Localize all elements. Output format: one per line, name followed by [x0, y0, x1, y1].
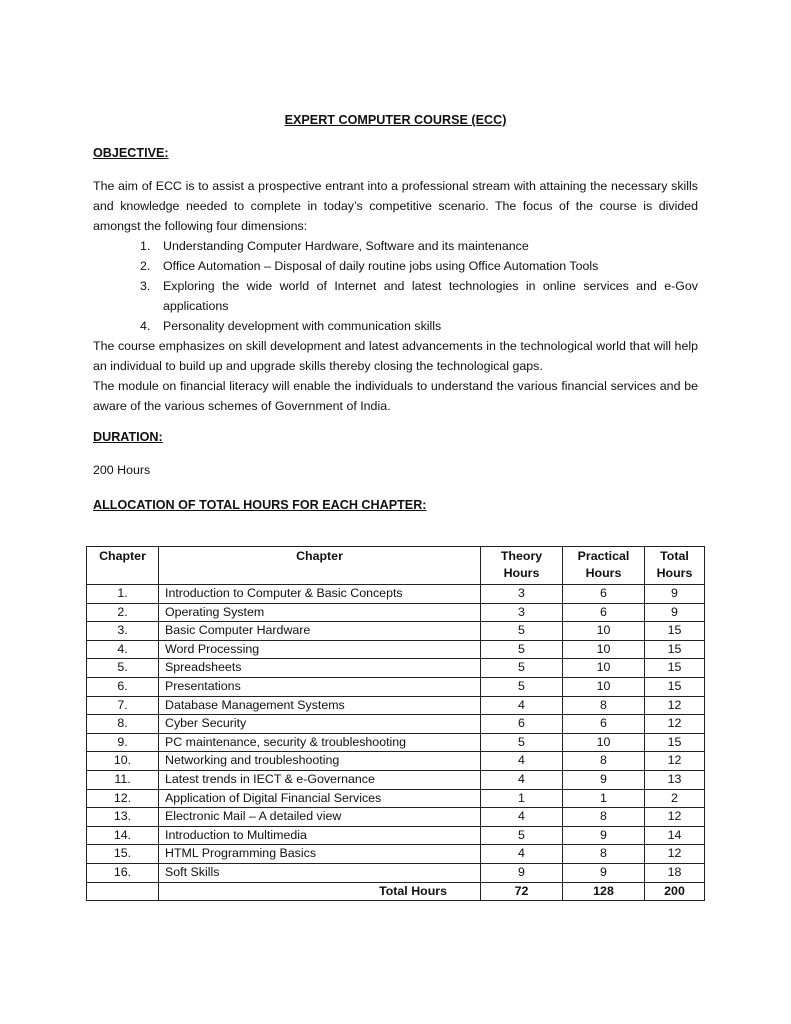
chapter-name-cell: Word Processing [159, 640, 481, 659]
table-row [87, 789, 705, 808]
objective-paragraph-2: The course emphasizes on skill development and latest advancements in the technological world that will help an individual to build up and upgrade skills thereby closing the technological gaps. [93, 339, 698, 373]
chapter-name-cell: Networking and troubleshooting [159, 752, 481, 771]
total-row-blank-cell [87, 882, 159, 901]
table-row [87, 622, 705, 641]
header-theory-hours: Theory Hours [481, 547, 563, 585]
chapter-name-cell: Latest trends in IECT & e-Governance [159, 770, 481, 789]
table-row [87, 826, 705, 845]
table-row [87, 696, 705, 715]
chapter-number-cell: 8. [87, 715, 159, 734]
chapter-name-cell: Introduction to Computer & Basic Concepts [159, 585, 481, 604]
total-hours-cell: 15 [645, 640, 705, 659]
chapter-number-cell: 2. [87, 603, 159, 622]
theory-hours-cell: 3 [481, 585, 563, 604]
practical-hours-cell: 6 [563, 603, 645, 622]
practical-hours-cell: 6 [563, 585, 645, 604]
chapter-number-cell: 13. [87, 808, 159, 827]
theory-hours-cell: 4 [481, 752, 563, 771]
total-hours-cell: 13 [645, 770, 705, 789]
duration-value: 200 Hours [93, 463, 151, 477]
table-row [87, 640, 705, 659]
chapter-number-cell: 7. [87, 696, 159, 715]
table-row [87, 863, 705, 882]
practical-hours-cell: 8 [563, 696, 645, 715]
practical-hours-cell: 8 [563, 752, 645, 771]
theory-hours-cell: 4 [481, 808, 563, 827]
theory-hours-cell: 5 [481, 677, 563, 696]
chapter-number-cell: 11. [87, 770, 159, 789]
objective-paragraph-3: The module on financial literacy will enable the individuals to understand the various financial services and be aware of the various schemes of Government of India. [93, 379, 698, 413]
total-hours-cell: 12 [645, 752, 705, 771]
theory-hours-cell: 4 [481, 770, 563, 789]
header-total-hours: Total Hours [645, 547, 705, 585]
header-chapter-number: Chapter [87, 547, 159, 585]
chapter-number-cell: 4. [87, 640, 159, 659]
chapter-name-cell: Presentations [159, 677, 481, 696]
list-item: 4. Personality development with communication skills [140, 319, 442, 333]
chapter-name-cell: HTML Programming Basics [159, 845, 481, 864]
objective-intro: The aim of ECC is to assist a prospective entrant into a professional stream with attaining the necessary skills and knowledge needed to complete in today’s competitive scenario. The focus of the course is divided amongst the following four dimensions: [93, 179, 698, 233]
practical-hours-cell: 9 [563, 826, 645, 845]
allocation-heading: ALLOCATION OF TOTAL HOURS FOR EACH CHAPTER: [93, 498, 427, 512]
practical-hours-cell: 10 [563, 622, 645, 641]
list-item: 3. Exploring the wide world of Internet and latest technologies in online services and e-Gov applications [140, 279, 698, 313]
total-total-hours: 200 [645, 882, 705, 901]
header-chapter-name: Chapter [159, 547, 481, 585]
theory-hours-cell: 5 [481, 733, 563, 752]
theory-hours-cell: 9 [481, 863, 563, 882]
chapter-number-cell: 3. [87, 622, 159, 641]
header-practical-hours: Practical Hours [563, 547, 645, 585]
total-hours-cell: 14 [645, 826, 705, 845]
chapter-number-cell: 5. [87, 659, 159, 678]
practical-hours-cell: 10 [563, 659, 645, 678]
chapter-name-cell: Electronic Mail – A detailed view [159, 808, 481, 827]
total-hours-cell: 12 [645, 696, 705, 715]
dimensions-list [93, 236, 698, 336]
practical-hours-cell: 8 [563, 808, 645, 827]
objective-heading: OBJECTIVE: [93, 146, 169, 160]
theory-hours-cell: 5 [481, 826, 563, 845]
practical-hours-cell: 10 [563, 640, 645, 659]
chapter-number-cell: 9. [87, 733, 159, 752]
chapter-number-cell: 10. [87, 752, 159, 771]
theory-hours-cell: 5 [481, 640, 563, 659]
theory-hours-cell: 3 [481, 603, 563, 622]
chapter-number-cell: 15. [87, 845, 159, 864]
chapter-name-cell: Introduction to Multimedia [159, 826, 481, 845]
practical-hours-cell: 6 [563, 715, 645, 734]
theory-hours-cell: 6 [481, 715, 563, 734]
chapter-number-cell: 12. [87, 789, 159, 808]
total-hours-label: Total Hours [159, 882, 481, 901]
theory-hours-cell: 1 [481, 789, 563, 808]
total-hours-cell: 15 [645, 659, 705, 678]
table-row [87, 845, 705, 864]
theory-hours-cell: 5 [481, 622, 563, 641]
total-hours-cell: 9 [645, 585, 705, 604]
practical-hours-cell: 9 [563, 863, 645, 882]
chapter-number-cell: 1. [87, 585, 159, 604]
total-hours-cell: 15 [645, 622, 705, 641]
chapter-number-cell: 16. [87, 863, 159, 882]
theory-hours-cell: 5 [481, 659, 563, 678]
total-theory-hours: 72 [481, 882, 563, 901]
list-item: 2. Office Automation – Disposal of daily routine jobs using Office Automation Tools [140, 259, 599, 273]
allocation-table [86, 546, 705, 901]
total-hours-cell: 18 [645, 863, 705, 882]
table-total-row [87, 882, 705, 901]
practical-hours-cell: 1 [563, 789, 645, 808]
table-row [87, 585, 705, 604]
chapter-name-cell: Operating System [159, 603, 481, 622]
table-row [87, 603, 705, 622]
table-row [87, 770, 705, 789]
table-row [87, 752, 705, 771]
practical-hours-cell: 10 [563, 677, 645, 696]
theory-hours-cell: 4 [481, 696, 563, 715]
total-hours-cell: 9 [645, 603, 705, 622]
chapter-name-cell: PC maintenance, security & troubleshooting [159, 733, 481, 752]
chapter-name-cell: Database Management Systems [159, 696, 481, 715]
chapter-name-cell: Spreadsheets [159, 659, 481, 678]
table-row [87, 733, 705, 752]
document-title: EXPERT COMPUTER COURSE (ECC) [284, 113, 507, 127]
practical-hours-cell: 10 [563, 733, 645, 752]
table-row [87, 659, 705, 678]
total-hours-cell: 2 [645, 789, 705, 808]
practical-hours-cell: 8 [563, 845, 645, 864]
total-hours-cell: 15 [645, 677, 705, 696]
total-hours-cell: 12 [645, 808, 705, 827]
table-header-row [87, 547, 705, 585]
table-row [87, 808, 705, 827]
chapter-number-cell: 14. [87, 826, 159, 845]
total-hours-cell: 12 [645, 715, 705, 734]
list-item: 1. Understanding Computer Hardware, Software and its maintenance [140, 239, 529, 253]
total-practical-hours: 128 [563, 882, 645, 901]
total-hours-cell: 15 [645, 733, 705, 752]
chapter-name-cell: Soft Skills [159, 863, 481, 882]
chapter-name-cell: Cyber Security [159, 715, 481, 734]
theory-hours-cell: 4 [481, 845, 563, 864]
total-hours-cell: 12 [645, 845, 705, 864]
chapter-name-cell: Basic Computer Hardware [159, 622, 481, 641]
chapter-number-cell: 6. [87, 677, 159, 696]
table-row [87, 677, 705, 696]
practical-hours-cell: 9 [563, 770, 645, 789]
chapter-name-cell: Application of Digital Financial Services [159, 789, 481, 808]
table-row [87, 715, 705, 734]
duration-heading: DURATION: [93, 430, 163, 444]
